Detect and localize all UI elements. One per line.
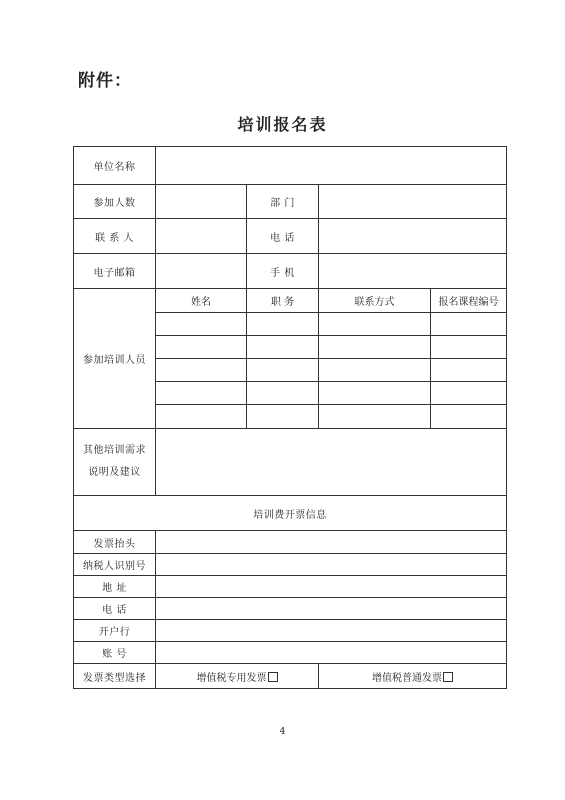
invoice-title-label: 发票抬头	[74, 531, 156, 554]
trainee-cell[interactable]	[156, 382, 247, 405]
column-header: 联系方式	[319, 289, 431, 313]
email-field[interactable]	[156, 254, 247, 289]
address-label: 地 址	[74, 576, 156, 598]
other-needs-line2: 说明及建议	[88, 467, 141, 478]
row-email	[74, 254, 507, 289]
tax-id-label: 纳税人识别号	[74, 554, 156, 576]
trainee-cell[interactable]	[319, 359, 431, 382]
normal-invoice-option[interactable]	[319, 664, 507, 689]
page-number: 4	[279, 727, 286, 737]
other-needs-field[interactable]	[156, 429, 507, 496]
contact-field[interactable]	[156, 219, 247, 254]
invoice-type-label: 发票类型选择	[74, 664, 156, 689]
normal-invoice-label: 增值税普通发票	[372, 672, 442, 684]
mobile-label: 手 机	[247, 254, 319, 289]
row-tax-id	[74, 554, 507, 576]
row-account	[74, 642, 507, 664]
row-unit-name	[74, 147, 507, 185]
invoice-phone-field[interactable]	[156, 598, 507, 620]
trainee-cell[interactable]	[431, 359, 507, 382]
phone-label: 电 话	[247, 219, 319, 254]
column-header: 报名课程编号	[431, 289, 507, 313]
invoice-title-field[interactable]	[156, 531, 507, 554]
email-label: 电子邮箱	[74, 254, 156, 289]
special-invoice-label: 增值税专用发票	[196, 672, 267, 684]
column-header: 姓名	[156, 289, 247, 313]
department-label: 部 门	[247, 185, 319, 219]
trainee-cell[interactable]	[431, 313, 507, 336]
other-needs-line1: 其他培训需求	[83, 445, 146, 456]
trainee-cell[interactable]	[247, 336, 319, 359]
trainee-cell[interactable]	[431, 382, 507, 405]
form-title: 培训报名表	[237, 115, 328, 134]
attachment-label: 附件：	[78, 71, 132, 91]
tax-id-field[interactable]	[156, 554, 507, 576]
invoice-section-row	[74, 496, 507, 531]
checkbox-icon[interactable]	[443, 672, 453, 682]
bank-field[interactable]	[156, 620, 507, 642]
row-other-needs	[74, 429, 507, 496]
checkbox-icon[interactable]	[268, 672, 278, 682]
unit-name-field[interactable]	[156, 147, 507, 185]
trainee-cell[interactable]	[319, 382, 431, 405]
row-bank	[74, 620, 507, 642]
unit-name-label: 单位名称	[74, 147, 156, 185]
column-header: 职 务	[247, 289, 319, 313]
trainee-cell[interactable]	[156, 313, 247, 336]
row-contact	[74, 219, 507, 254]
trainee-cell[interactable]	[319, 405, 431, 429]
trainee-cell[interactable]	[319, 336, 431, 359]
address-field[interactable]	[156, 576, 507, 598]
count-label: 参加人数	[74, 185, 156, 219]
count-field[interactable]	[156, 185, 247, 219]
trainee-cell[interactable]	[247, 405, 319, 429]
trainee-cell[interactable]	[319, 313, 431, 336]
department-field[interactable]	[319, 185, 507, 219]
row-invoice-phone	[74, 598, 507, 620]
registration-form-table	[73, 146, 507, 689]
trainee-cell[interactable]	[156, 359, 247, 382]
contact-label: 联 系 人	[74, 219, 156, 254]
trainee-cell[interactable]	[431, 405, 507, 429]
bank-label: 开户行	[74, 620, 156, 642]
trainees-label: 参加培训人员	[74, 289, 156, 429]
trainee-cell[interactable]	[247, 382, 319, 405]
trainee-cell[interactable]	[247, 313, 319, 336]
phone-field[interactable]	[319, 219, 507, 254]
special-invoice-option[interactable]	[156, 664, 319, 689]
trainee-cell[interactable]	[431, 336, 507, 359]
row-address	[74, 576, 507, 598]
trainee-cell[interactable]	[156, 336, 247, 359]
invoice-phone-label: 电 话	[74, 598, 156, 620]
trainee-header-row	[74, 289, 507, 313]
mobile-field[interactable]	[319, 254, 507, 289]
account-label: 账 号	[74, 642, 156, 664]
trainee-cell[interactable]	[247, 359, 319, 382]
account-field[interactable]	[156, 642, 507, 664]
row-count	[74, 185, 507, 219]
trainee-cell[interactable]	[156, 405, 247, 429]
row-invoice-type	[74, 664, 507, 689]
invoice-section-title: 培训费开票信息	[74, 496, 507, 531]
other-needs-label	[74, 429, 156, 496]
row-invoice-title	[74, 531, 507, 554]
